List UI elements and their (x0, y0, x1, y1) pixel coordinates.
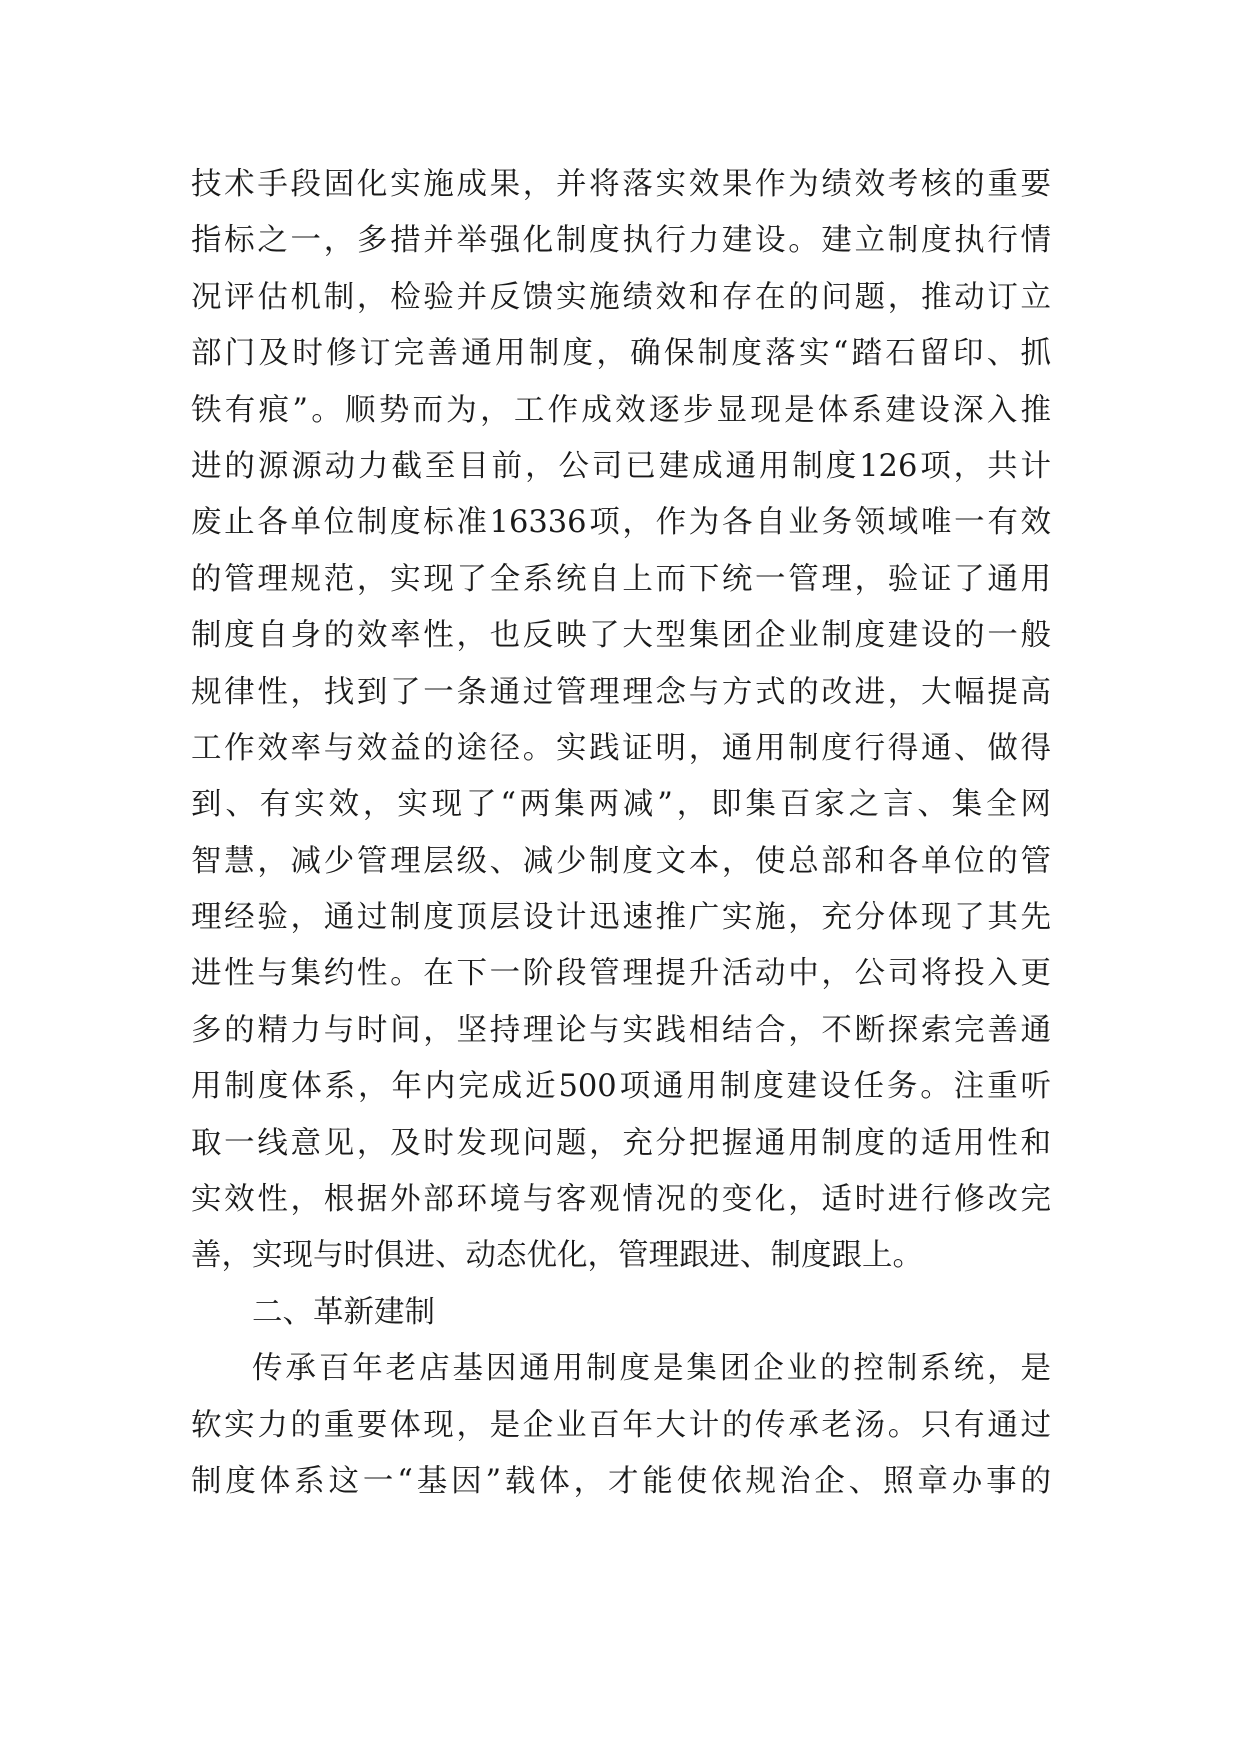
text-line: 取一线意见，及时发现问题，充分把握通用制度的适用性和 (191, 1125, 1051, 1161)
text-line: 技术手段固化实施成果，并将落实效果作为绩效考核的重要 (191, 167, 1051, 202)
text-line: 进的源源动力截至目前，公司已建成通用制度126项，共计 (191, 448, 1051, 484)
text-line: 软实力的重要体现，是企业百年大计的传承老汤。只有通过 (191, 1407, 1051, 1443)
body-text (191, 157, 1051, 1510)
text-line: 指标之一，多措并举强化制度执行力建设。建立制度执行情 (191, 223, 1051, 259)
text-line: 铁有痕”。顺势而为，工作成效逐步显现是体系建设深入推 (191, 392, 1051, 428)
text-line: 进性与集约性。在下一阶段管理提升活动中，公司将投入更 (191, 956, 1051, 992)
text-line: 工作效率与效益的途径。实践证明，通用制度行得通、做得 (191, 730, 1051, 766)
text-line: 理经验，通过制度顶层设计迅速推广实施，充分体现了其先 (191, 900, 1051, 936)
text-line: 多的精力与时间，坚持理论与实践相结合，不断探索完善通 (191, 1012, 1051, 1048)
text-line: 智慧，减少管理层级、减少制度文本，使总部和各单位的管 (191, 843, 1051, 879)
section-heading: 二、革新建制 (252, 1294, 435, 1330)
text-line: 到、有实效，实现了“两集两减”，即集百家之言、集全网 (191, 787, 1051, 823)
text-line: 的管理规范，实现了全系统自上而下统一管理，验证了通用 (191, 561, 1051, 597)
text-line: 制度自身的效率性，也反映了大型集团企业制度建设的一般 (191, 618, 1051, 654)
text-line: 规律性，找到了一条通过管理理念与方式的改进，大幅提高 (191, 674, 1051, 710)
text-line: 传承百年老店基因通用制度是集团企业的控制系统，是 (252, 1351, 1051, 1387)
text-line: 部门及时修订完善通用制度，确保制度落实“踏石留印、抓 (191, 336, 1051, 372)
text-line: 废止各单位制度标准16336项，作为各自业务领域唯一有效 (191, 505, 1051, 541)
text-line: 实效性，根据外部环境与客观情况的变化，适时进行修改完 (191, 1182, 1051, 1218)
text-line: 用制度体系，年内完成近500项通用制度建设任务。注重听 (191, 1069, 1051, 1105)
text-line: 况评估机制，检验并反馈实施绩效和存在的问题，推动订立 (191, 279, 1051, 315)
paragraph-end-line: 善，实现与时俱进、动态优化，管理跟进、制度跟上。 (191, 1238, 923, 1274)
text-line: 制度体系这一“基因”载体，才能使依规治企、照章办事的 (191, 1463, 1051, 1499)
